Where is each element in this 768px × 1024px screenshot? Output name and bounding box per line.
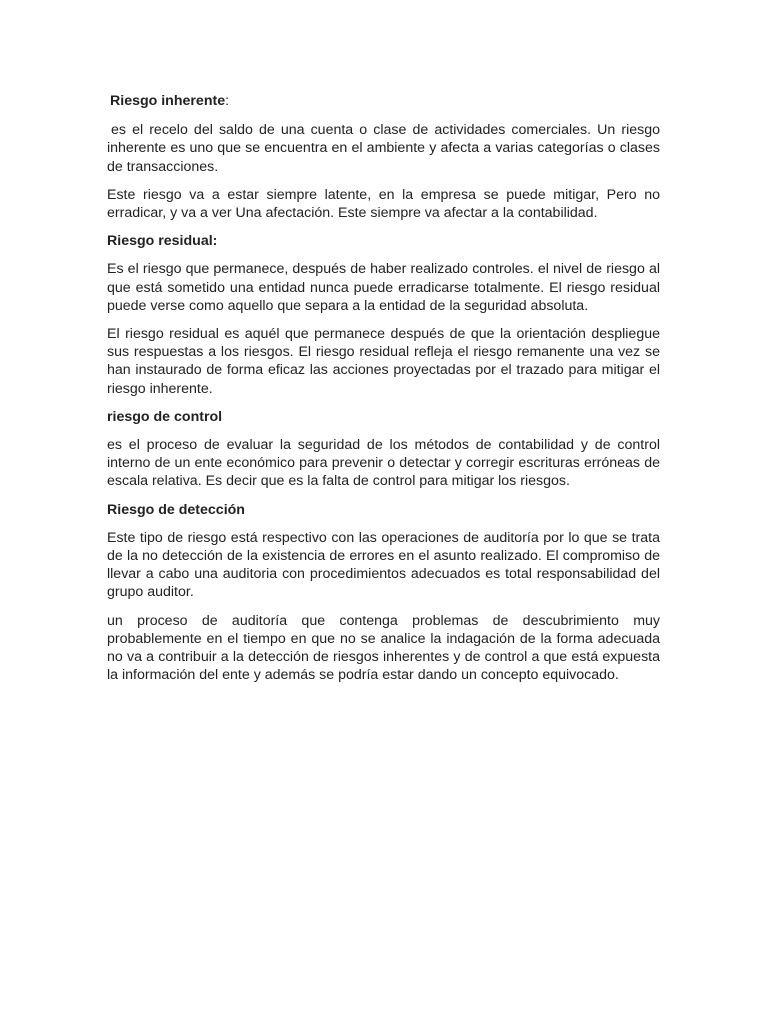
section-heading-riesgo-inherente bbox=[110, 92, 660, 110]
paragraph: Es el riesgo que permanece, después de haber realizado controles. el nivel de riesgo al que está sometido una entidad nunca puede erradicarse totalmente. El riesgo residual puede verse como aquello que separa a la entidad de la seguridad absoluta. bbox=[107, 261, 660, 314]
heading-colon: : bbox=[225, 93, 230, 109]
section-heading-riesgo-de-deteccion: Riesgo de detección bbox=[107, 501, 245, 518]
section-heading-riesgo-residual: Riesgo residual: bbox=[107, 233, 218, 250]
document-page bbox=[107, 92, 660, 694]
heading-text: Riesgo inherente bbox=[110, 93, 226, 109]
paragraph: Este riesgo va a estar siempre latente, en la empresa se puede mitigar, Pero no erradicar, y va a ver Una afectación. Este siempre va afectar a la contabilidad. bbox=[107, 186, 660, 222]
paragraph: un proceso de auditoría que contenga problemas de descubrimiento muy probablemente en el tiempo en que no se analice la indagación de la forma adecuada no va a contribuir a la detección de riesgos inherentes y de control a que está expuesta la información del ente y además se podría estar dando un concepto equivocado. bbox=[107, 612, 660, 684]
paragraph: Este tipo de riesgo está respectivo con las operaciones de auditoría por lo que se trata de la no detección de la existencia de errores en el asunto realizado. El compromiso de llevar a cabo una auditoria con procedimientos adecuados es total responsabilidad del grupo auditor. bbox=[107, 529, 660, 601]
paragraph: El riesgo residual es aquél que permanece después de que la orientación despliegue sus respuestas a los riesgos. El riesgo residual refleja el riesgo remanente una vez se han instaurado de forma eficaz las acciones proyectadas por el trazado para mitigar el riesgo inherente. bbox=[107, 326, 660, 397]
section-heading-riesgo-de-control: riesgo de control bbox=[107, 408, 223, 425]
paragraph: es el recelo del saldo de una cuenta o clase de actividades comerciales. Un riesgo inherente es uno que se encuentra en el ambiente y afecta a varias categorías o clases de transacciones. bbox=[107, 122, 660, 175]
paragraph: es el proceso de evaluar la seguridad de los métodos de contabilidad y de control interno de un ente económico para prevenir o detectar y corregir escrituras erróneas de escala relativa. Es decir que es la falta de control para mitigar los riesgos. bbox=[107, 437, 660, 490]
